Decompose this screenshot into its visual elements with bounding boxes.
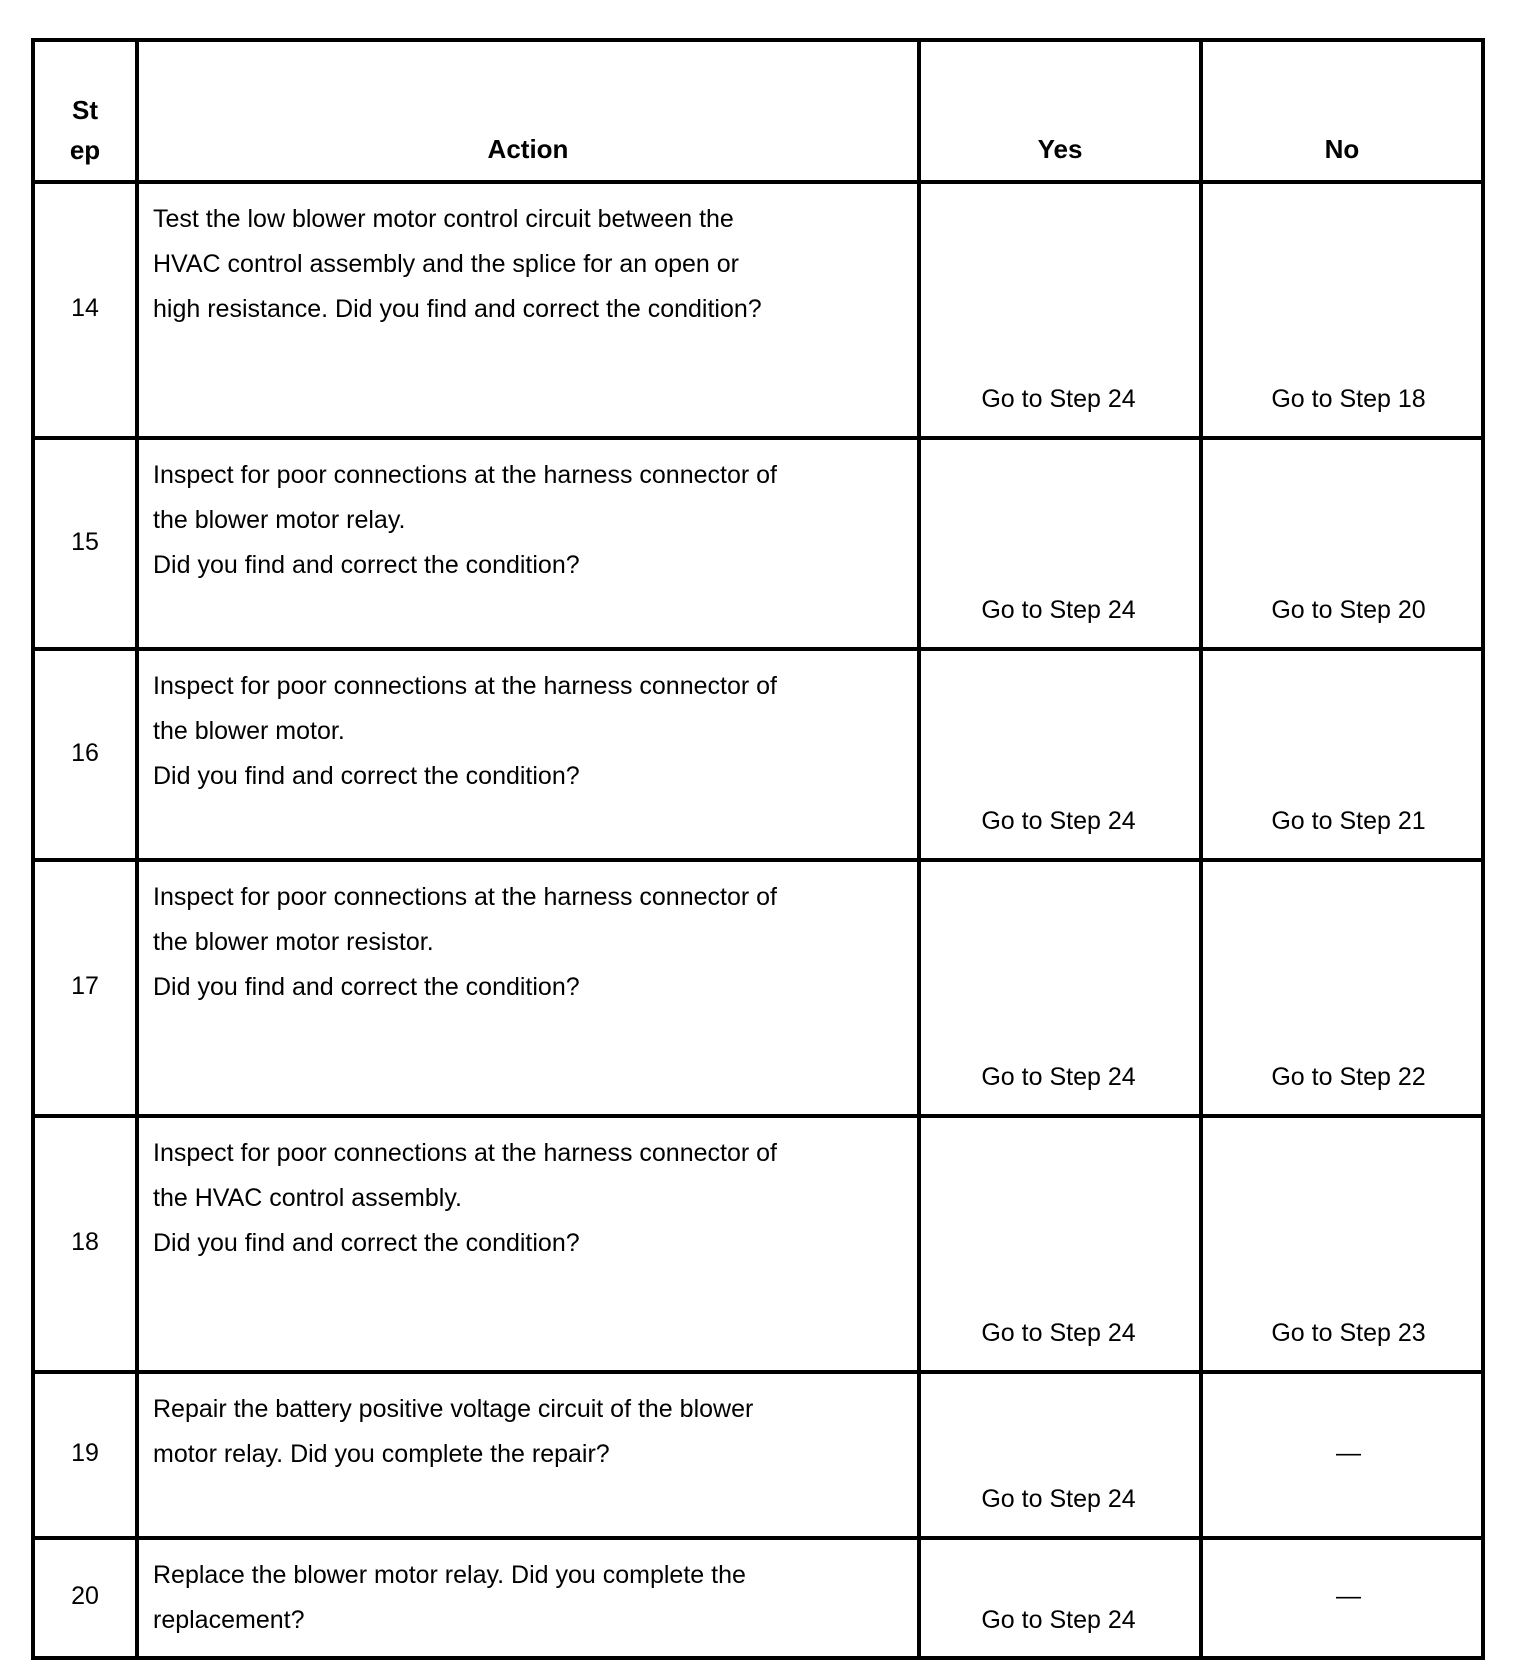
no-result: Go to Step 21: [1271, 807, 1426, 835]
no-result: Go to Step 23: [1271, 1319, 1426, 1347]
step-number: 16: [71, 739, 99, 767]
action-line: the HVAC control assembly.: [153, 1184, 462, 1212]
yes-result: Go to Step 24: [981, 596, 1136, 624]
action-text: [153, 1131, 923, 1266]
table-rule: [31, 1370, 1485, 1374]
action-line: Inspect for poor connections at the harness connector of: [153, 1139, 777, 1167]
header-no: No: [1324, 134, 1360, 164]
action-line: the blower motor.: [153, 717, 345, 745]
yes-result: Go to Step 24: [981, 1606, 1136, 1634]
step-number: 15: [71, 528, 99, 556]
yes-result: Go to Step 24: [981, 1485, 1136, 1513]
header-step-line1: St: [72, 95, 98, 125]
yes-result: Go to Step 24: [981, 807, 1136, 835]
no-result: —: [1336, 1582, 1361, 1610]
table-rule: [31, 1656, 1485, 1660]
action-line: replacement?: [153, 1606, 305, 1634]
table-rule: [31, 38, 35, 1660]
table-rule: [135, 38, 139, 1660]
action-line: high resistance. Did you find and correct the condition?: [153, 295, 762, 323]
action-line: Replace the blower motor relay. Did you complete the: [153, 1561, 746, 1589]
action-line: Did you find and correct the condition?: [153, 551, 580, 579]
header-step: [35, 90, 135, 170]
action-line: Did you find and correct the condition?: [153, 1229, 580, 1257]
table-rule: [31, 180, 1485, 184]
header-step-line2: ep: [69, 135, 101, 165]
no-result: Go to Step 18: [1271, 385, 1426, 413]
action-text: [153, 197, 923, 332]
action-text: [153, 1387, 923, 1477]
action-line: motor relay. Did you complete the repair?: [153, 1440, 610, 1468]
table-rule: [31, 858, 1485, 862]
table-rule: [1199, 38, 1203, 1660]
action-line: Inspect for poor connections at the harness connector of: [153, 883, 777, 911]
action-line: Inspect for poor connections at the harness connector of: [153, 461, 777, 489]
yes-result: Go to Step 24: [981, 1319, 1136, 1347]
table-rule: [1481, 38, 1485, 1660]
action-text: [153, 1553, 923, 1643]
action-text: [153, 664, 923, 799]
yes-result: Go to Step 24: [981, 1063, 1136, 1091]
step-number: 20: [71, 1582, 99, 1610]
no-result: Go to Step 20: [1271, 596, 1426, 624]
action-text: [153, 875, 923, 1010]
step-number: 14: [71, 294, 99, 322]
action-line: Repair the battery positive voltage circuit of the blower: [153, 1395, 754, 1423]
no-result: —: [1336, 1439, 1361, 1467]
action-line: Inspect for poor connections at the harness connector of: [153, 672, 777, 700]
table-rule: [31, 38, 1485, 42]
action-line: HVAC control assembly and the splice for an open or: [153, 250, 739, 278]
table-rule: [31, 1536, 1485, 1540]
table-rule: [31, 1114, 1485, 1118]
yes-result: Go to Step 24: [981, 385, 1136, 413]
table-rule: [31, 647, 1485, 651]
step-number: 19: [71, 1439, 99, 1467]
diagnostic-table: [31, 38, 1485, 1660]
no-result: Go to Step 22: [1271, 1063, 1426, 1091]
action-line: the blower motor relay.: [153, 506, 406, 534]
step-number: 18: [71, 1228, 99, 1256]
header-action: Action: [487, 134, 569, 164]
action-line: Did you find and correct the condition?: [153, 973, 580, 1001]
header-yes: Yes: [1037, 134, 1083, 164]
action-line: the blower motor resistor.: [153, 928, 434, 956]
action-line: Did you find and correct the condition?: [153, 762, 580, 790]
action-line: Test the low blower motor control circuit between the: [153, 205, 734, 233]
step-number: 17: [71, 972, 99, 1000]
action-text: [153, 453, 923, 588]
table-rule: [31, 436, 1485, 440]
